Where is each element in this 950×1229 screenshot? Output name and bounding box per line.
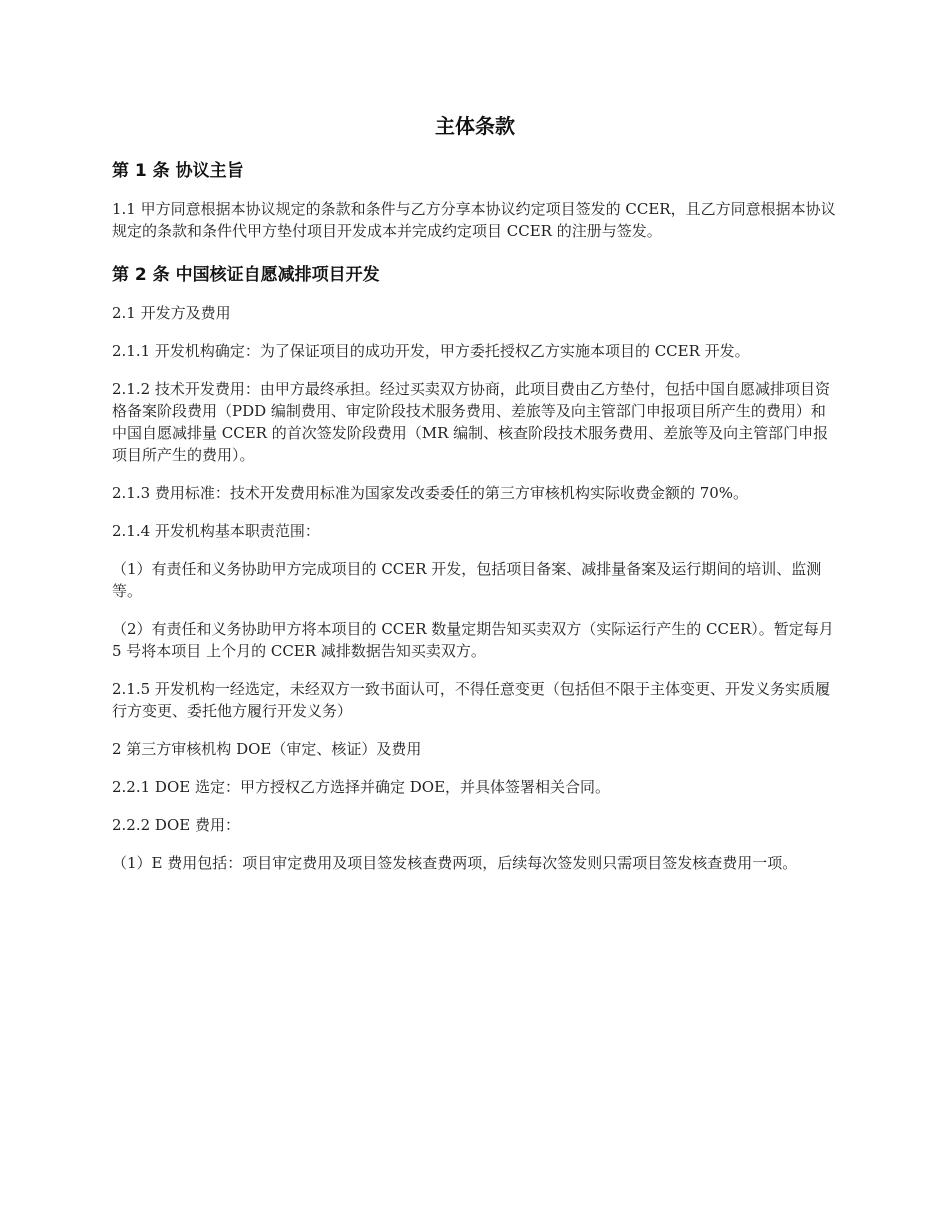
clause-1-1: 1.1 甲方同意根据本协议规定的条款和条件与乙方分享本协议约定项目签发的 CCER，且乙方同意根据本协议规定的条款和条件代甲方垫付项目开发成本并完成约定项目 CCER 的注册与签发。 (112, 200, 836, 240)
clause-2-1-4-item-2: （2）有责任和义务协助甲方将本项目的 CCER 数量定期告知买卖双方（实际运行产生的 CCER）。暂定每月 5 号将本项目 上个月的 CCER 减排数据告知买卖双方。 (112, 620, 834, 660)
clause-2-1-1: 2.1.1 开发机构确定：为了保证项目的成功开发，甲方委托授权乙方实施本项目的 CCER 开发。 (112, 342, 750, 360)
clause-2-1: 2.1 开发方及费用 (112, 304, 231, 322)
clause-2-1-5: 2.1.5 开发机构一经选定，未经双方一致书面认可，不得任意变更（包括但不限于主体变更、开发义务实质履行方变更、委托他方履行开发义务） (112, 680, 830, 720)
clause-2-1-4: 2.1.4 开发机构基本职责范围： (112, 522, 320, 540)
section-heading-2: 第 2 条 中国核证自愿减排项目开发 (112, 265, 380, 285)
clause-2-2-2-item-1: （1）E 费用包括：项目审定费用及项目签发核查费两项，后续每次签发则只需项目签发核查费用一项。 (112, 854, 798, 872)
clause-2-2: 2 第三方审核机构 DOE（审定、核证）及费用 (112, 740, 422, 758)
section-heading-1: 第 1 条 协议主旨 (112, 161, 244, 181)
clause-2-2-1: 2.2.1 DOE 选定：甲方授权乙方选择并确定 DOE，并具体签署相关合同。 (112, 778, 611, 796)
clause-2-1-4-item-1: （1）有责任和义务协助甲方完成项目的 CCER 开发，包括项目备案、减排量备案及运行期间的培训、监测等。 (112, 560, 822, 600)
clause-2-2-2: 2.2.2 DOE 费用： (112, 816, 240, 834)
clause-2-1-3: 2.1.3 费用标准：技术开发费用标准为国家发改委委任的第三方审核机构实际收费金额的 70%。 (112, 484, 749, 502)
page-title: 主体条款 (435, 114, 515, 138)
clause-2-1-2: 2.1.2 技术开发费用：由甲方最终承担。经过买卖双方协商，此项目费由乙方垫付，包括中国自愿减排项目资格备案阶段费用（PDD 编制费用、审定阶段技术服务费用、差旅等及向主管部门申报项目所产生的费用）和中国自愿减排量 CCER 的首次签发阶段费用（MR 编制、核查阶段技术服务费用、差旅等及向主管部门申报项目所产生的费用）。 (112, 380, 830, 464)
document-body (112, 160, 840, 874)
